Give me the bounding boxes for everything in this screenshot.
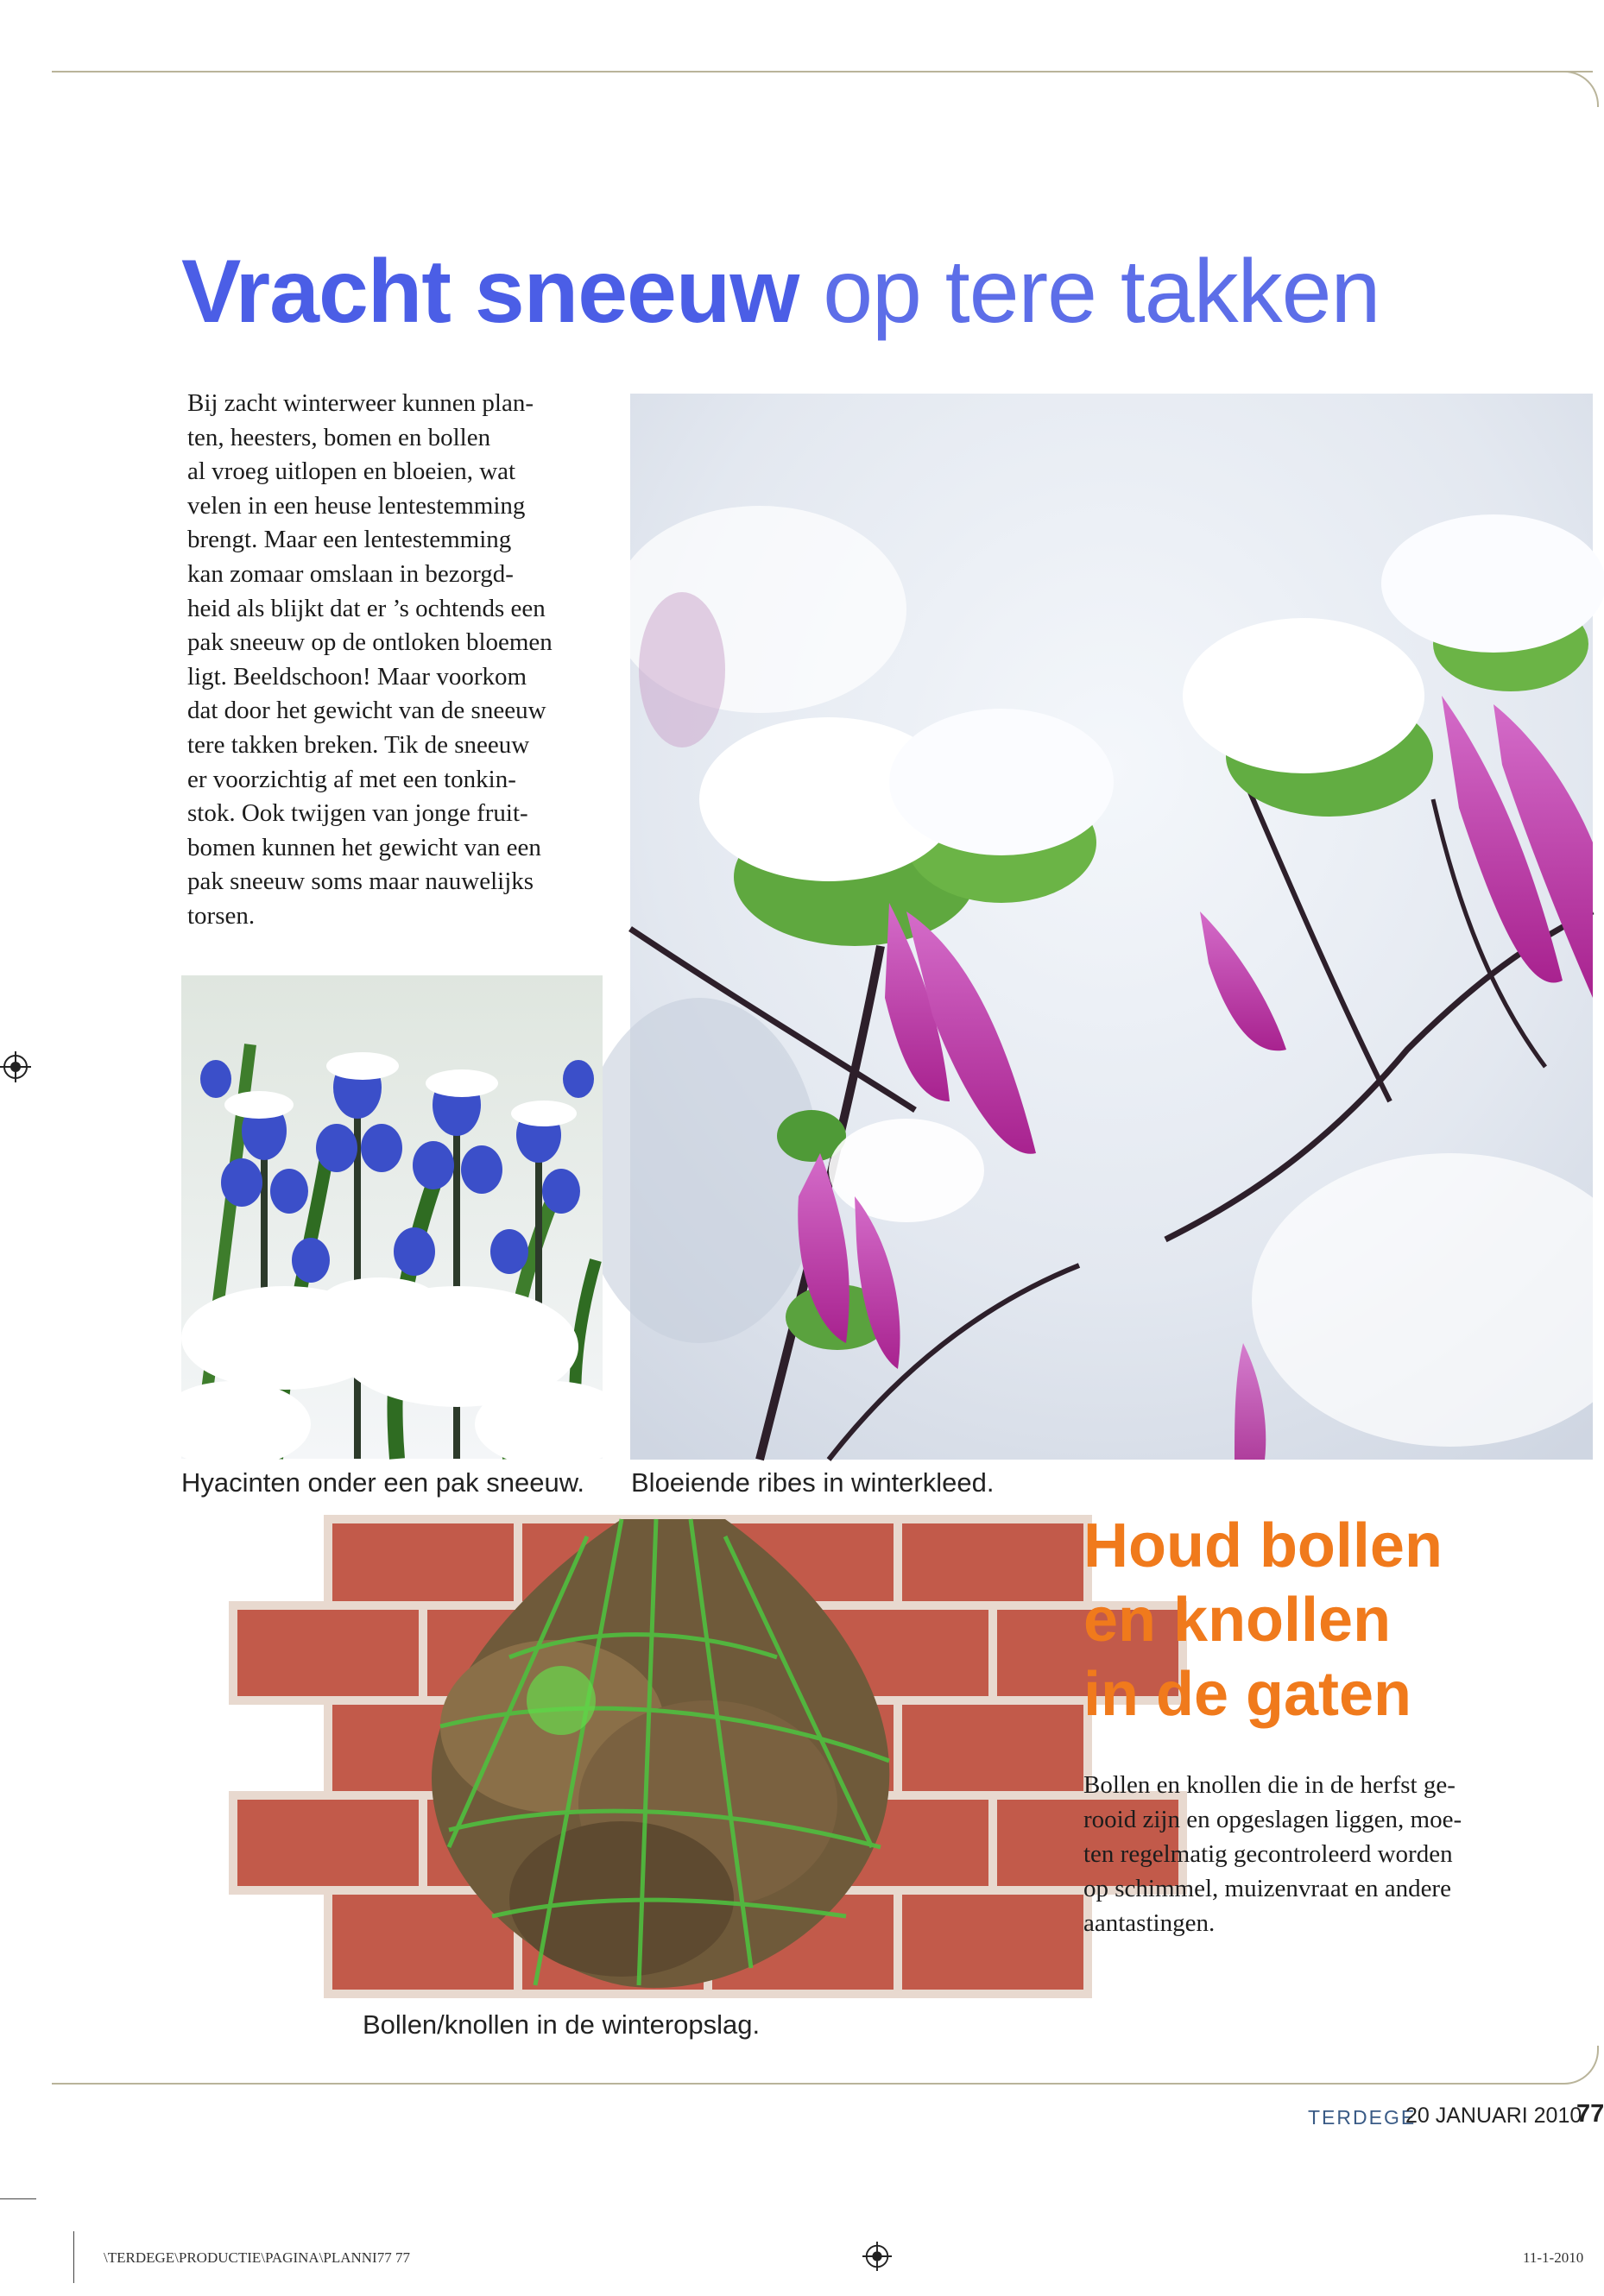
section-heading-line: en knollen: [1083, 1586, 1392, 1655]
ribes-photo: [630, 394, 1593, 1460]
caption-ribes: Bloeiende ribes in winterkleed.: [631, 1467, 995, 1498]
intro-line: ligt. Beeldschoon! Maar voorkom: [187, 662, 527, 691]
registration-mark-icon: [0, 1051, 31, 1082]
bottom-rule-curve: [1545, 2046, 1599, 2085]
section-body-line: aantastingen.: [1083, 1909, 1216, 1937]
intro-line: velen in een heuse lentestemming: [187, 491, 526, 520]
intro-line: ten, heesters, bomen en bollen: [187, 423, 491, 451]
intro-line: Bij zacht winterweer kunnen plan-: [187, 389, 534, 417]
section-heading-line: Houd bollen: [1083, 1511, 1443, 1580]
intro-line: stok. Ook twijgen van jonge fruit-: [187, 799, 528, 828]
slug-path: \TERDEGE\PRODUCTIE\PAGINA\PLANNI77 77: [104, 2249, 410, 2266]
crop-mark: [0, 2198, 36, 2199]
section-body-line: Bollen en knollen die in de herfst ge-: [1083, 1771, 1456, 1799]
intro-line: kan zomaar omslaan in bezorgd-: [187, 559, 514, 588]
intro-line: tere takken breken. Tik de sneeuw: [187, 730, 530, 759]
section-heading: [1083, 1509, 1443, 1731]
intro-line: pak sneeuw op de ontloken bloemen: [187, 628, 553, 657]
article-title: [181, 240, 1380, 344]
intro-line: er voorzichtig af met een tonkin-: [187, 765, 516, 793]
top-rule: [52, 71, 1593, 73]
slug-date: 11-1-2010: [1523, 2249, 1584, 2266]
intro-line: heid als blijkt dat er ’s ochtends een: [187, 594, 546, 622]
title-bold: Vracht sneeuw: [181, 242, 799, 342]
bottom-rule: [52, 2083, 1554, 2085]
bulbs-photo: [363, 1519, 1053, 1994]
intro-line: al vroeg uitlopen en bloeien, wat: [187, 457, 516, 486]
section-body: [1083, 1768, 1515, 1940]
intro-line: brengt. Maar een lentestemming: [187, 526, 512, 554]
intro-line: bomen kunnen het gewicht van een: [187, 833, 541, 861]
section-heading-line: in de gaten: [1083, 1660, 1412, 1729]
registration-mark-icon: [862, 2242, 892, 2271]
footer-magazine: TERDEGE: [1308, 2106, 1417, 2129]
crop-mark: [73, 2231, 74, 2283]
top-rule-curve: [1545, 71, 1599, 107]
footer-date: 20 JANUARI 2010: [1405, 2104, 1582, 2128]
page-number: 77: [1576, 2100, 1604, 2128]
intro-line: pak sneeuw soms maar nauwelijks: [187, 867, 534, 896]
title-light: op tere takken: [823, 242, 1380, 342]
hyacinth-photo: [181, 975, 603, 1459]
intro-line: dat door het gewicht van de sneeuw: [187, 697, 546, 725]
section-body-line: rooid zijn en opgeslagen liggen, moe-: [1083, 1806, 1462, 1833]
section-body-line: ten regelmatig gecontroleerd worden: [1083, 1840, 1453, 1868]
intro-line: torsen.: [187, 901, 256, 930]
caption-hyacinths: Hyacinten onder een pak sneeuw.: [181, 1467, 585, 1498]
intro-text: [187, 387, 610, 934]
caption-bulbs: Bollen/knollen in de winteropslag.: [363, 2009, 761, 2040]
section-body-line: op schimmel, muizenvraat en andere: [1083, 1875, 1451, 1902]
